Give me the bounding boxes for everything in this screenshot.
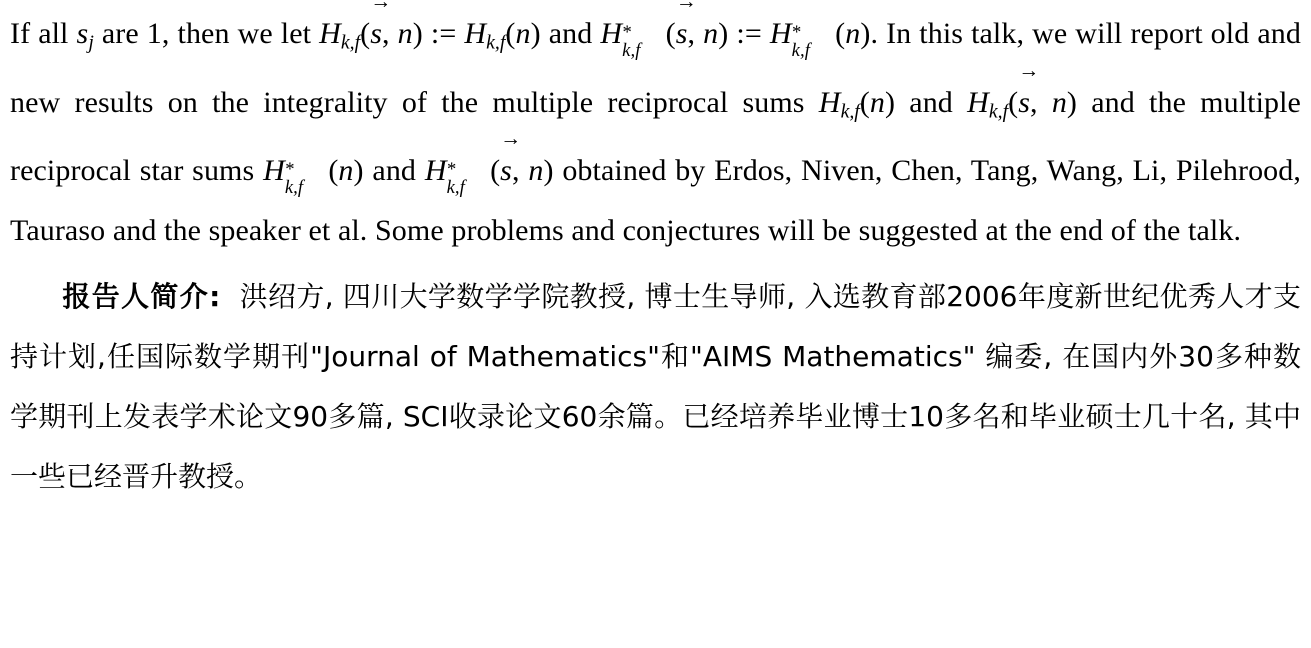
math-H-kf-n-2: $H_{k,f}(n)$ xyxy=(818,85,896,123)
text-segment-2: are 1, then we let xyxy=(101,17,312,50)
paragraph-chinese-bio xyxy=(10,267,1301,507)
math-H-kf-vec-s-n: $H_{k,f}$( → s, n) xyxy=(319,0,423,54)
math-H-kf-vec-s-n-2: $H_{k,f}$( → s, n) xyxy=(967,57,1078,123)
math-H-star-kf-n: H * k,f (n) xyxy=(769,17,871,61)
text-segment-4: and xyxy=(548,17,593,50)
text-segment-3: := xyxy=(430,17,457,50)
text-segment-7: and xyxy=(909,85,953,119)
text-segment-10: obtained by Erdos, Niven, Chen, Tang, Wang, Li, Pilehrood, Tauraso and the speaker et al. Some problems and conjectures will be suggested at the end of the talk. xyxy=(10,154,1301,248)
speaker-bio-line1: 洪绍方, 四川大学数学学院教授, 博士生导师, 入选教育 xyxy=(239,280,918,314)
math-H-star-kf-n-2: H * k,f (n) xyxy=(263,154,364,198)
paragraph-english xyxy=(10,0,1301,261)
text-segment-6: . In this talk, we will report old and new results on the integrality of the multiple reciprocal sums xyxy=(10,17,1301,119)
text-segment-8: and the multiple reciprocal star sums xyxy=(10,85,1301,188)
text-segment-9: and xyxy=(372,154,417,188)
speaker-bio-body: 部2006年度新世纪优秀人才支持计划,任国际数学期刊"Journal of Mathematics"和"AIMS Mathematics" 编委, 在国内外30多种数学期刊上发表学术论文90多篇, SCI收录论文60余篇。已经培养毕业博士10多名和毕业硕士几十名, 其中一些已经晋升教授。 xyxy=(10,280,1302,494)
math-H-kf-n: $H_{k,f}(n)$ xyxy=(464,17,541,54)
text-segment-1: If all xyxy=(10,17,69,50)
math-H-star-kf-vec-s-n-2: H * k,f ( → s, n) xyxy=(424,126,554,198)
speaker-bio-label: 报告人简介: xyxy=(62,280,222,314)
math-H-star-kf-vec-s-n: H * k,f ( → s, n) xyxy=(600,0,729,61)
math-s-subscript-j: $s_j$ xyxy=(76,17,94,54)
text-segment-5: := xyxy=(736,17,762,50)
